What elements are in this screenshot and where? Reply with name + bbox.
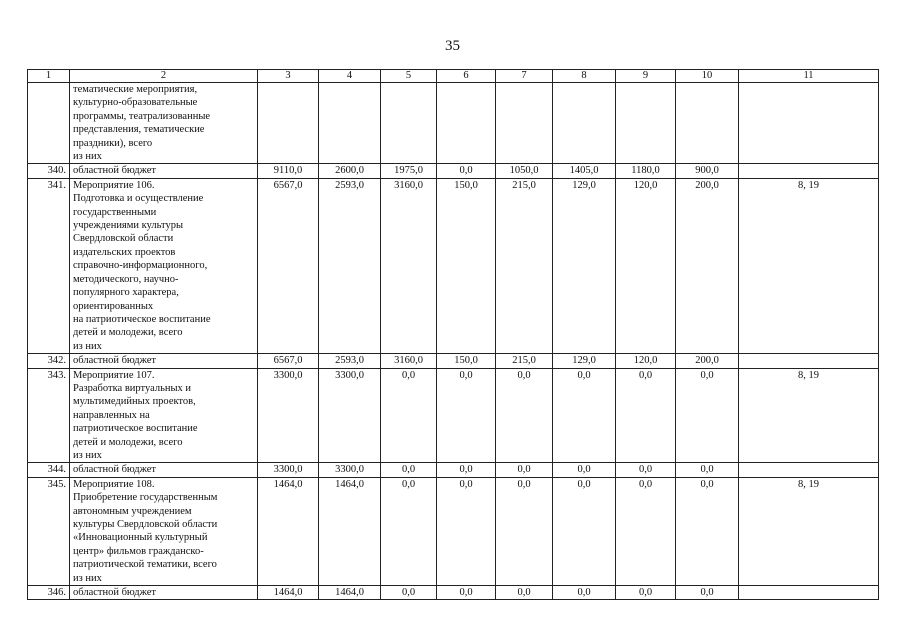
value-cell: 0,0 xyxy=(553,586,616,600)
row-number xyxy=(28,83,70,164)
value-cell: 3300,0 xyxy=(319,463,381,477)
row-name xyxy=(70,463,258,477)
row-name xyxy=(70,164,258,178)
row-name-line: Разработка виртуальных и xyxy=(73,382,192,394)
value-cell: 0,0 xyxy=(676,368,739,463)
value-cell: 0,0 xyxy=(616,368,676,463)
column-header: 2 xyxy=(70,70,258,83)
budget-table xyxy=(27,69,879,600)
column-header: 4 xyxy=(319,70,381,83)
column-header: 7 xyxy=(496,70,553,83)
row-name-line: Мероприятие 106. xyxy=(73,179,155,191)
value-cell: 0,0 xyxy=(616,586,676,600)
value-cell: 0,0 xyxy=(437,586,496,600)
page-number: 35 xyxy=(445,38,460,54)
value-cell xyxy=(676,83,739,164)
row-name-line: «Инновационный культурный xyxy=(73,532,208,544)
value-cell: 0,0 xyxy=(437,477,496,585)
value-cell: 0,0 xyxy=(437,164,496,178)
value-cell: 0,0 xyxy=(437,368,496,463)
value-cell xyxy=(553,83,616,164)
value-cell: 0,0 xyxy=(496,368,553,463)
value-cell: 1050,0 xyxy=(496,164,553,178)
row-name-line: из них xyxy=(73,572,102,584)
value-cell: 0,0 xyxy=(676,463,739,477)
value-cell: 120,0 xyxy=(616,178,676,353)
row-name-line: популярного характера, xyxy=(73,287,179,299)
row-name-line: Подготовка и осуществление xyxy=(73,193,204,205)
target-indicator-cell: 8, 19 xyxy=(739,368,879,463)
row-number: 346. xyxy=(28,586,70,600)
column-header: 10 xyxy=(676,70,739,83)
table-row xyxy=(28,83,879,164)
row-name-line: областной бюджет xyxy=(73,587,156,599)
row-name-line: издательских проектов xyxy=(73,246,176,258)
value-cell: 215,0 xyxy=(496,354,553,368)
value-cell: 0,0 xyxy=(381,477,437,585)
value-cell: 1464,0 xyxy=(258,477,319,585)
value-cell: 120,0 xyxy=(616,354,676,368)
row-name-line: культурно-образовательные xyxy=(73,97,198,109)
row-name-line: из них xyxy=(73,340,102,352)
value-cell: 1975,0 xyxy=(381,164,437,178)
target-indicator-cell xyxy=(739,83,879,164)
value-cell: 0,0 xyxy=(553,463,616,477)
table-row xyxy=(28,586,879,600)
value-cell: 0,0 xyxy=(553,368,616,463)
row-name-line: областной бюджет xyxy=(73,165,156,177)
value-cell: 1464,0 xyxy=(319,477,381,585)
value-cell xyxy=(437,83,496,164)
value-cell: 0,0 xyxy=(496,463,553,477)
value-cell: 1464,0 xyxy=(319,586,381,600)
table-body xyxy=(28,70,879,600)
value-cell: 1464,0 xyxy=(258,586,319,600)
value-cell: 6567,0 xyxy=(258,354,319,368)
column-header: 9 xyxy=(616,70,676,83)
row-name xyxy=(70,178,258,353)
column-header: 8 xyxy=(553,70,616,83)
value-cell: 0,0 xyxy=(676,477,739,585)
column-header: 5 xyxy=(381,70,437,83)
table-row xyxy=(28,477,879,585)
row-name-line: патриотическое воспитание xyxy=(73,423,198,435)
value-cell: 0,0 xyxy=(553,477,616,585)
row-name-line: методического, научно- xyxy=(73,273,179,285)
value-cell xyxy=(496,83,553,164)
value-cell: 3300,0 xyxy=(319,368,381,463)
row-number: 342. xyxy=(28,354,70,368)
value-cell: 150,0 xyxy=(437,178,496,353)
value-cell: 0,0 xyxy=(616,463,676,477)
value-cell: 215,0 xyxy=(496,178,553,353)
value-cell: 3160,0 xyxy=(381,354,437,368)
table-row xyxy=(28,178,879,353)
column-header: 11 xyxy=(739,70,879,83)
table-row xyxy=(28,164,879,178)
row-name-line: праздники), всего xyxy=(73,137,153,149)
row-name-line: представления, тематические xyxy=(73,124,205,136)
row-name-line: центр» фильмов гражданско- xyxy=(73,545,204,557)
value-cell xyxy=(381,83,437,164)
value-cell xyxy=(258,83,319,164)
row-number: 343. xyxy=(28,368,70,463)
table-row xyxy=(28,368,879,463)
row-name xyxy=(70,368,258,463)
row-name-line: мультимедийных проектов, xyxy=(73,396,196,408)
value-cell: 0,0 xyxy=(496,586,553,600)
row-name xyxy=(70,83,258,164)
target-indicator-cell xyxy=(739,354,879,368)
row-name-line: Мероприятие 108. xyxy=(73,478,155,490)
value-cell: 3300,0 xyxy=(258,463,319,477)
value-cell xyxy=(319,83,381,164)
value-cell: 3300,0 xyxy=(258,368,319,463)
row-name-line: справочно-информационного, xyxy=(73,260,208,272)
value-cell: 150,0 xyxy=(437,354,496,368)
value-cell: 0,0 xyxy=(381,368,437,463)
value-cell: 2600,0 xyxy=(319,164,381,178)
value-cell: 9110,0 xyxy=(258,164,319,178)
value-cell: 0,0 xyxy=(381,586,437,600)
target-indicator-cell xyxy=(739,463,879,477)
row-name-line: областной бюджет xyxy=(73,464,156,476)
value-cell: 3160,0 xyxy=(381,178,437,353)
row-name-line: на патриотическое воспитание xyxy=(73,313,211,325)
column-header: 1 xyxy=(28,70,70,83)
value-cell: 0,0 xyxy=(437,463,496,477)
target-indicator-cell: 8, 19 xyxy=(739,477,879,585)
row-name-line: детей и молодежи, всего xyxy=(73,436,183,448)
table-row xyxy=(28,354,879,368)
row-number: 340. xyxy=(28,164,70,178)
column-header: 3 xyxy=(258,70,319,83)
value-cell: 200,0 xyxy=(676,354,739,368)
row-name-line: областной бюджет xyxy=(73,355,156,367)
value-cell: 0,0 xyxy=(676,586,739,600)
row-name-line: ориентированных xyxy=(73,300,154,312)
target-indicator-cell xyxy=(739,586,879,600)
value-cell: 0,0 xyxy=(381,463,437,477)
row-name-line: Приобретение государственным xyxy=(73,492,218,504)
row-number: 344. xyxy=(28,463,70,477)
value-cell: 1405,0 xyxy=(553,164,616,178)
row-name-line: направленных на xyxy=(73,409,150,421)
value-cell: 2593,0 xyxy=(319,354,381,368)
row-name-line: из них xyxy=(73,151,102,163)
target-indicator-cell xyxy=(739,164,879,178)
row-name-line: детей и молодежи, всего xyxy=(73,327,183,339)
value-cell: 1180,0 xyxy=(616,164,676,178)
row-name-line: автономным учреждением xyxy=(73,505,192,517)
row-name xyxy=(70,354,258,368)
value-cell: 0,0 xyxy=(616,477,676,585)
value-cell: 2593,0 xyxy=(319,178,381,353)
value-cell: 129,0 xyxy=(553,354,616,368)
row-name-line: из них xyxy=(73,449,102,461)
row-name xyxy=(70,586,258,600)
row-number: 345. xyxy=(28,477,70,585)
row-name-line: государственными xyxy=(73,206,157,218)
value-cell xyxy=(616,83,676,164)
value-cell: 129,0 xyxy=(553,178,616,353)
value-cell: 900,0 xyxy=(676,164,739,178)
row-name-line: культуры Свердловской области xyxy=(73,519,218,530)
row-name-line: Свердловской области xyxy=(73,233,174,245)
header-row xyxy=(28,70,879,83)
row-number: 341. xyxy=(28,178,70,353)
value-cell: 0,0 xyxy=(496,477,553,585)
row-name xyxy=(70,477,258,585)
value-cell: 200,0 xyxy=(676,178,739,353)
row-name-line: учреждениями культуры xyxy=(73,220,184,232)
target-indicator-cell: 8, 19 xyxy=(739,178,879,353)
column-header: 6 xyxy=(437,70,496,83)
table-row xyxy=(28,463,879,477)
value-cell: 6567,0 xyxy=(258,178,319,353)
row-name-line: Мероприятие 107. xyxy=(73,369,155,381)
row-name-line: тематические мероприятия, xyxy=(73,84,198,95)
row-name-line: программы, театрализованные xyxy=(73,110,211,122)
row-name-line: патриотической тематики, всего xyxy=(73,559,217,571)
